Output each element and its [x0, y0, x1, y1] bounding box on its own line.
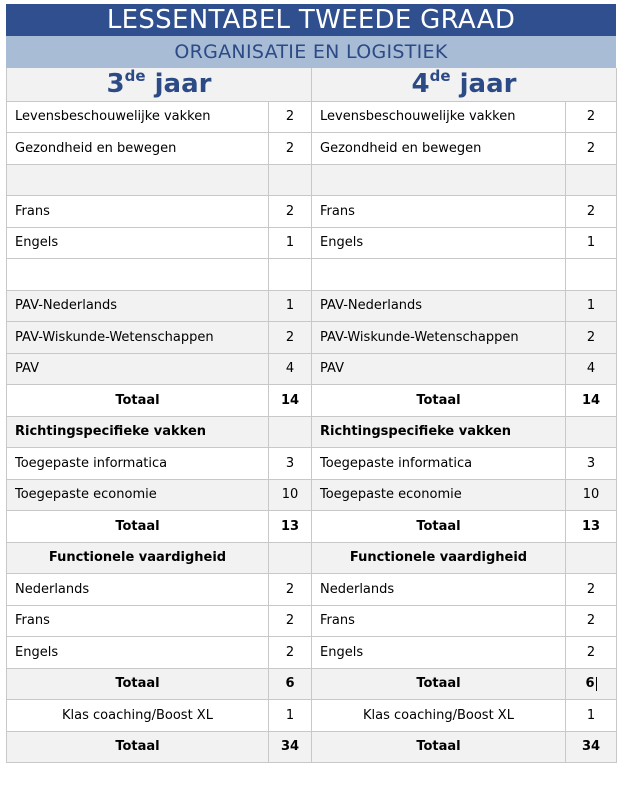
right-subject-cell[interactable]: Functionele vaardigheid [312, 542, 566, 574]
left-hours-cell[interactable]: 3 [269, 448, 312, 480]
table-row [7, 448, 617, 480]
left-subject-cell[interactable]: Frans [7, 196, 269, 228]
table-row [7, 101, 617, 133]
right-subject-cell[interactable]: Gezondheid en bewegen [312, 133, 566, 165]
left-hours-cell[interactable]: 13 [269, 511, 312, 543]
right-hours-cell[interactable]: 14 [566, 385, 617, 417]
right-hours-cell[interactable] [566, 416, 617, 448]
lessentabel-table [6, 68, 617, 763]
right-hours-cell[interactable] [566, 259, 617, 291]
right-hours-cell[interactable]: 34 [566, 731, 617, 763]
right-subject-cell[interactable]: Nederlands [312, 574, 566, 606]
table-row [7, 605, 617, 637]
left-subject-cell[interactable]: PAV-Wiskunde-Wetenschappen [7, 322, 269, 354]
right-subject-cell[interactable]: Richtingspecifieke vakken [312, 416, 566, 448]
text-cursor [596, 677, 597, 691]
year-4-header [312, 68, 617, 101]
right-hours-cell[interactable]: 2 [566, 637, 617, 669]
right-subject-cell[interactable]: Frans [312, 605, 566, 637]
table-row [7, 416, 617, 448]
right-hours-cell[interactable]: 2 [566, 605, 617, 637]
left-hours-cell[interactable]: 2 [269, 637, 312, 669]
left-subject-cell[interactable] [7, 259, 269, 291]
year-4-word: jaar [459, 69, 517, 100]
table-row [7, 322, 617, 354]
left-hours-cell[interactable]: 2 [269, 196, 312, 228]
left-subject-cell[interactable]: Totaal [7, 668, 269, 700]
left-subject-cell[interactable]: Richtingspecifieke vakken [7, 416, 269, 448]
left-hours-cell[interactable]: 34 [269, 731, 312, 763]
year-header-row [7, 68, 617, 101]
right-hours-cell[interactable] [566, 542, 617, 574]
right-hours-cell[interactable]: 4 [566, 353, 617, 385]
right-subject-cell[interactable]: Totaal [312, 668, 566, 700]
left-subject-cell[interactable]: Engels [7, 227, 269, 259]
right-hours-cell[interactable]: 1 [566, 700, 617, 732]
left-hours-cell[interactable]: 1 [269, 290, 312, 322]
year-3-header [7, 68, 312, 101]
left-subject-cell[interactable]: Totaal [7, 385, 269, 417]
year-3-word: jaar [154, 69, 212, 100]
left-hours-cell[interactable]: 1 [269, 227, 312, 259]
right-subject-cell[interactable]: Toegepaste informatica [312, 448, 566, 480]
spacer-row [7, 164, 617, 196]
right-subject-cell[interactable]: Klas coaching/Boost XL [312, 700, 566, 732]
right-subject-cell[interactable]: Frans [312, 196, 566, 228]
left-subject-cell[interactable]: PAV-Nederlands [7, 290, 269, 322]
right-hours-cell[interactable]: 6 [566, 668, 617, 700]
left-subject-cell[interactable]: Nederlands [7, 574, 269, 606]
year-4-number: 4 [411, 69, 430, 100]
left-hours-cell[interactable] [269, 416, 312, 448]
left-hours-cell[interactable]: 1 [269, 700, 312, 732]
right-subject-cell[interactable]: PAV [312, 353, 566, 385]
left-subject-cell[interactable]: Frans [7, 605, 269, 637]
right-subject-cell[interactable]: Engels [312, 227, 566, 259]
total-row [7, 668, 617, 700]
left-subject-cell[interactable]: Levensbeschouwelijke vakken [7, 101, 269, 133]
left-subject-cell[interactable]: Klas coaching/Boost XL [7, 700, 269, 732]
table-row [7, 479, 617, 511]
right-subject-cell[interactable]: PAV-Nederlands [312, 290, 566, 322]
right-hours-cell[interactable]: 2 [566, 322, 617, 354]
table-row [7, 700, 617, 732]
right-subject-cell[interactable]: Totaal [312, 731, 566, 763]
right-subject-cell[interactable]: Engels [312, 637, 566, 669]
lessentabel-sheet [6, 4, 616, 763]
left-subject-cell[interactable]: Gezondheid en bewegen [7, 133, 269, 165]
left-subject-cell[interactable]: PAV [7, 353, 269, 385]
left-subject-cell[interactable]: Functionele vaardigheid [7, 542, 269, 574]
left-subject-cell[interactable]: Toegepaste informatica [7, 448, 269, 480]
left-subject-cell[interactable]: Toegepaste economie [7, 479, 269, 511]
right-subject-cell[interactable]: PAV-Wiskunde-Wetenschappen [312, 322, 566, 354]
table-row [7, 290, 617, 322]
total-row [7, 511, 617, 543]
left-hours-cell[interactable]: 2 [269, 574, 312, 606]
left-hours-cell[interactable]: 2 [269, 605, 312, 637]
right-hours-cell[interactable]: 13 [566, 511, 617, 543]
left-hours-cell[interactable]: 2 [269, 322, 312, 354]
right-hours-cell[interactable] [566, 164, 617, 196]
left-subject-cell[interactable]: Totaal [7, 511, 269, 543]
left-hours-cell[interactable] [269, 542, 312, 574]
year-3-suffix: de [124, 68, 146, 86]
right-subject-cell[interactable]: Toegepaste economie [312, 479, 566, 511]
right-hours-cell[interactable]: 3 [566, 448, 617, 480]
page-subtitle: ORGANISATIE EN LOGISTIEK [6, 36, 616, 68]
left-hours-cell[interactable]: 6 [269, 668, 312, 700]
right-subject-cell[interactable] [312, 164, 566, 196]
spacer-row [7, 259, 617, 291]
year-3-number: 3 [106, 69, 125, 100]
table-row [7, 133, 617, 165]
left-hours-cell[interactable]: 10 [269, 479, 312, 511]
left-hours-cell[interactable] [269, 259, 312, 291]
table-row [7, 574, 617, 606]
right-subject-cell[interactable]: Totaal [312, 511, 566, 543]
right-hours-cell[interactable]: 2 [566, 133, 617, 165]
right-subject-cell[interactable] [312, 259, 566, 291]
left-hours-cell[interactable] [269, 164, 312, 196]
table-row [7, 196, 617, 228]
right-hours-cell[interactable]: 10 [566, 479, 617, 511]
total-row [7, 385, 617, 417]
right-hours-cell[interactable]: 2 [566, 101, 617, 133]
left-subject-cell[interactable] [7, 164, 269, 196]
left-hours-cell[interactable]: 2 [269, 101, 312, 133]
total-row [7, 731, 617, 763]
right-hours-cell[interactable]: 1 [566, 290, 617, 322]
left-hours-cell[interactable]: 2 [269, 133, 312, 165]
right-hours-cell[interactable]: 2 [566, 196, 617, 228]
table-row [7, 227, 617, 259]
table-row [7, 542, 617, 574]
year-4-suffix: de [429, 68, 451, 86]
right-hours-cell[interactable]: 1 [566, 227, 617, 259]
right-subject-cell[interactable]: Levensbeschouwelijke vakken [312, 101, 566, 133]
right-subject-cell[interactable]: Totaal [312, 385, 566, 417]
left-hours-cell[interactable]: 4 [269, 353, 312, 385]
right-hours-cell[interactable]: 2 [566, 574, 617, 606]
left-hours-cell[interactable]: 14 [269, 385, 312, 417]
left-subject-cell[interactable]: Engels [7, 637, 269, 669]
page-title: LESSENTABEL TWEEDE GRAAD [6, 4, 616, 36]
table-row [7, 637, 617, 669]
table-row [7, 353, 617, 385]
left-subject-cell[interactable]: Totaal [7, 731, 269, 763]
